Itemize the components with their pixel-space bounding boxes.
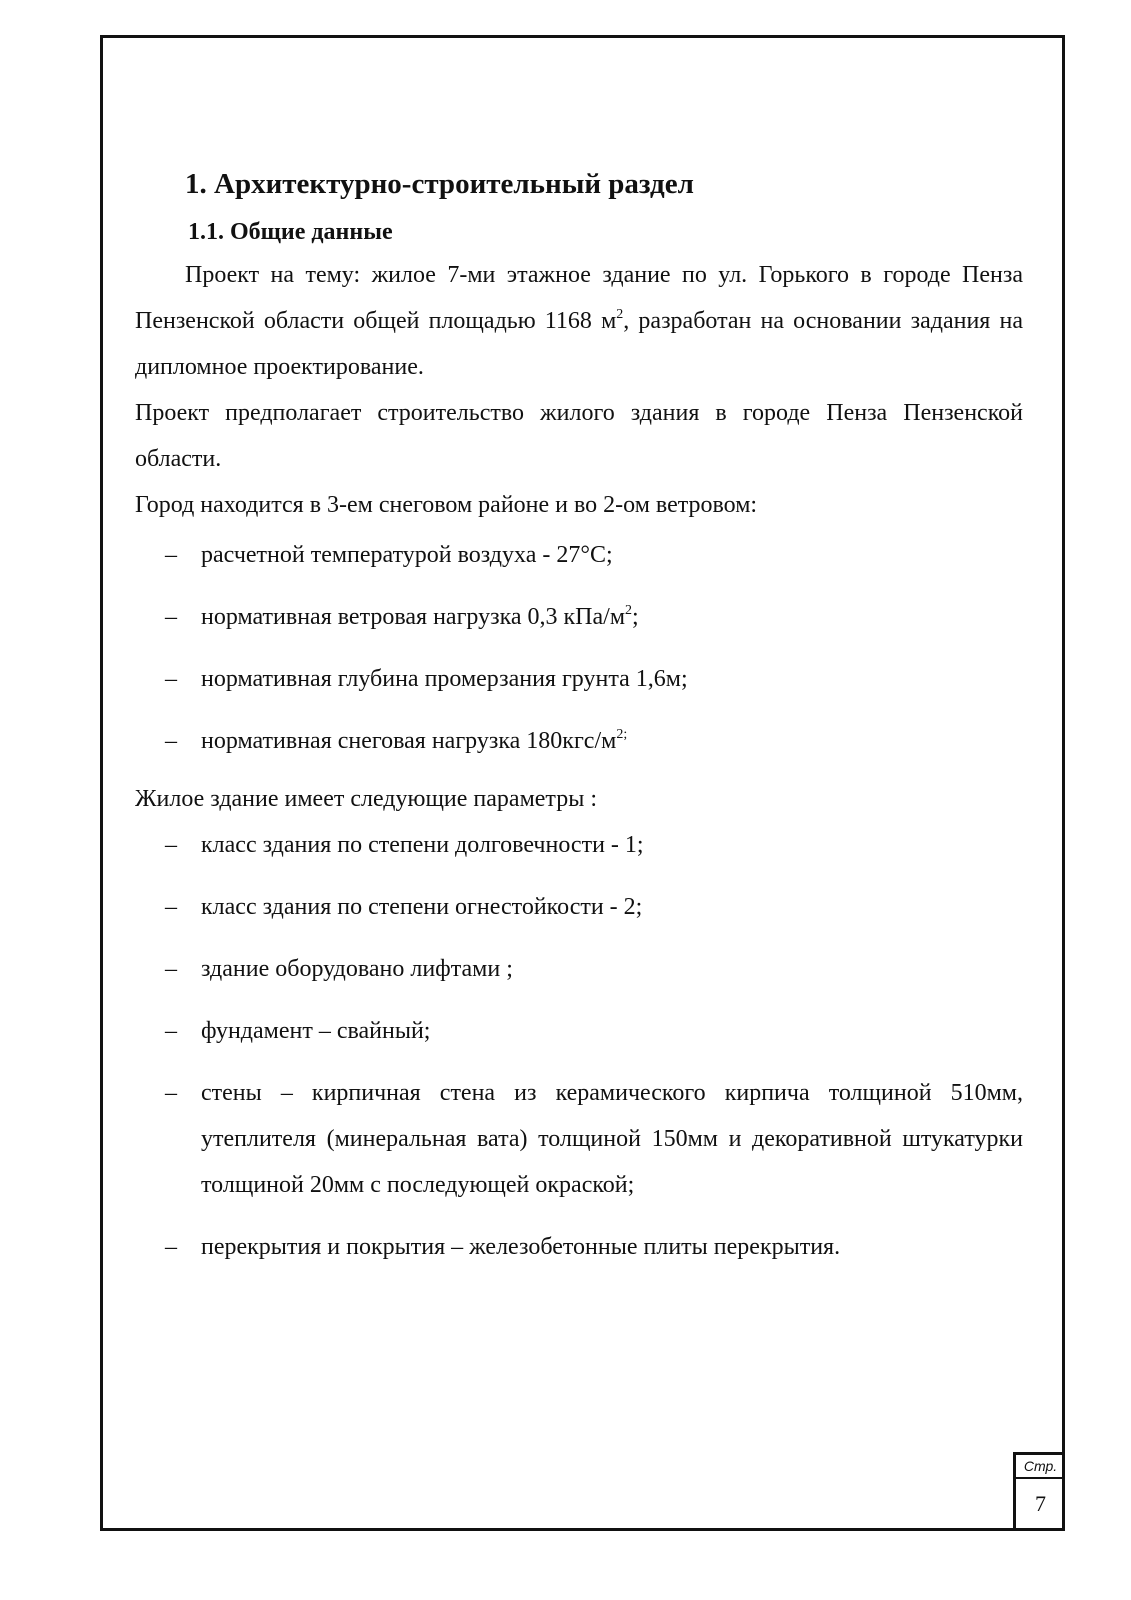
dash-marker: – (165, 894, 177, 920)
list-item: – расчетной температурой воздуха - 27°С; (135, 532, 1023, 578)
parameters-list (135, 822, 1023, 1270)
dash-marker: – (165, 542, 177, 568)
dash-marker: – (165, 604, 177, 630)
list-item: – фундамент – свайный; (135, 1008, 1023, 1054)
page-label: Стр. (1016, 1455, 1065, 1479)
list-item: – нормативная ветровая нагрузка 0,3 кПа/$м^2$; (135, 594, 1023, 640)
list-item: – здание оборудовано лифтами ; (135, 946, 1023, 992)
page-number: 7 (1035, 1491, 1046, 1516)
dash-marker: – (165, 956, 177, 982)
climate-list (135, 532, 1023, 764)
page-number-stamp (1013, 1452, 1065, 1531)
section-heading: 1. Архитектурно-строительный раздел (185, 168, 694, 200)
list-item: – класс здания по степени огнестойкости - 2; (135, 884, 1023, 930)
paragraph-climate: Город находится в 3-ем снеговом районе и во 2-ом ветровом: (135, 492, 758, 518)
intro-paragraph: Проект на тему: жилое 7-ми этажное здание по ул. Горького в городе Пенза Пензенской области общей площадью 1168 $м^2$, разработан на основании задания на дипломное проектирование. (135, 262, 1023, 380)
dash-marker: – (165, 1234, 177, 1260)
subsection-heading: 1.1. Общие данные (188, 219, 393, 245)
document-body (135, 162, 1023, 1282)
list-item: – нормативная глубина промерзания грунта 1,6м; (135, 656, 1023, 702)
paragraph-parameters: Жилое здание имеет следующие параметры : (135, 786, 597, 812)
list-item: – стены – кирпичная стена из керамического кирпича толщиной 510мм, утеплителя (минеральная вата) толщиной 150мм и декоративной штукатурки толщиной 20мм с последующей окраской; (135, 1070, 1023, 1208)
dash-marker: – (165, 1018, 177, 1044)
list-item: – класс здания по степени долговечности - 1; (135, 822, 1023, 868)
list-item: – перекрытия и покрытия – железобетонные плиты перекрытия. (135, 1224, 1023, 1270)
paragraph-construction: Проект предполагает строительство жилого здания в городе Пенза Пензенской области. (135, 400, 1023, 472)
dash-marker: – (165, 666, 177, 692)
dash-marker: – (165, 1080, 177, 1106)
dash-marker: – (165, 728, 177, 754)
dash-marker: – (165, 832, 177, 858)
list-item: – нормативная снеговая нагрузка $180кгс/м^{2;}$ (135, 718, 1023, 764)
